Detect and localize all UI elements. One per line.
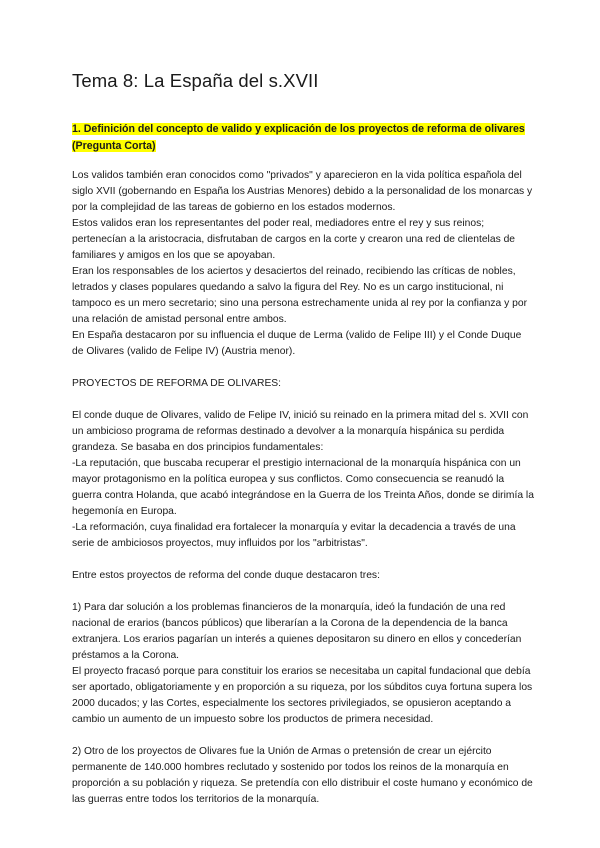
paragraph-erarios-fracaso: El proyecto fracasó porque para constituir los erarios se necesitaba un capital fundacional que debía ser aportado, obligatoriamente y en proporción a su riqueza, por los súbditos cuya fortuna supera los 2000 ducados; y las Cortes, especialmente los sectores privilegiados, se opusieron aceptando a cambio un aumento de un impuesto sobre los productos de primera necesidad. [72, 666, 533, 725]
document-title: Tema 8: La España del s.XVII [72, 70, 319, 91]
paragraph-validos-origin: Los validos también eran conocidos como "privados" y aparecieron en la vida política española del siglo XVII (gobernando en España los Austrias Menores) debido a la personalidad de los monarcas y por la complejidad de las tareas de gobierno en los estados modernos. [72, 170, 533, 213]
highlighted-heading-text: 1. Definición del concepto de valido y explicación de los proyectos de reforma de olivares (Pregunta Corta) [72, 123, 525, 152]
document-page [72, 64, 534, 808]
section-heading-validos [72, 121, 534, 154]
paragraph-reputacion: -La reputación, que buscaba recuperar el prestigio internacional de la monarquía hispánica con un mayor protagonismo en la política europea y sus conflictos. Como consecuencia se reanudó la guerra contra Holanda, que acabó integrándose en la Guerra de los Treinta Años, donde se dirimía la hegemonía en Europa. [72, 458, 534, 517]
paragraph-union-de-armas: 2) Otro de los proyectos de Olivares fue la Unión de Armas o pretensión de crear un ejército permanente de 140.000 hombres reclutado y sostenido por todos los reinos de la monarquía en proporción a su población y riqueza. Se pretendía con ello distribuir el coste humano y económico de las guerras entre todos los territorios de la monarquía. [72, 746, 533, 805]
paragraph-validos-examples: En España destacaron por su influencia el duque de Lerma (valido de Felipe III) y el Conde Duque de Olivares (valido de Felipe IV) (Austria menor). [72, 330, 522, 357]
spacer [72, 552, 534, 568]
spacer [72, 728, 534, 744]
spacer [72, 584, 534, 600]
spacer [72, 392, 534, 408]
paragraph-validos-role: Estos validos eran los representantes del poder real, mediadores entre el rey y sus reinos; pertenecían a la aristocracia, disfrutaban de cargos en la corte y crearon una red de clientelas de familiares y amigos en los que se apoyaban. [72, 218, 516, 261]
paragraph-reformacion: -La reformación, cuya finalidad era fortalecer la monarquía y evitar la decadencia a través de una serie de ambiciosos proyectos, muy influidos por los "arbitristas". [72, 522, 516, 549]
spacer [72, 360, 534, 376]
paragraph-proyecto-erarios: 1) Para dar solución a los problemas financieros de la monarquía, ideó la fundación de una red nacional de erarios (bancos públicos) que liberarían a la Corona de la dependencia de la banca extranjera. Los erarios pagarían un interés a quienes depositaron su dinero en ellos y concederían préstamos a la Corona. [72, 602, 522, 661]
paragraph-olivares-intro: El conde duque de Olivares, valido de Felipe IV, inició su reinado en la primera mitad del s. XVII con un ambicioso programa de reformas destinado a devolver a la monarquía hispánica su perdida grandeza. Se basaba en dos principios fundamentales: [72, 410, 529, 453]
paragraph-validos-responsibility: Eran los responsables de los aciertos y desaciertos del reinado, recibiendo las críticas de nobles, letrados y clases populares quedando a salvo la figura del Rey. No es un cargo institucional, ni tampoco es un mero secretario; sino una persona estrechamente unida al rey por la confianza y por una relación de amistad personal entre ambos. [72, 266, 528, 325]
paragraph-proyectos-lead: Entre estos proyectos de reforma del conde duque destacaron tres: [72, 570, 380, 581]
section-heading-proyectos: PROYECTOS DE REFORMA DE OLIVARES: [72, 378, 282, 389]
